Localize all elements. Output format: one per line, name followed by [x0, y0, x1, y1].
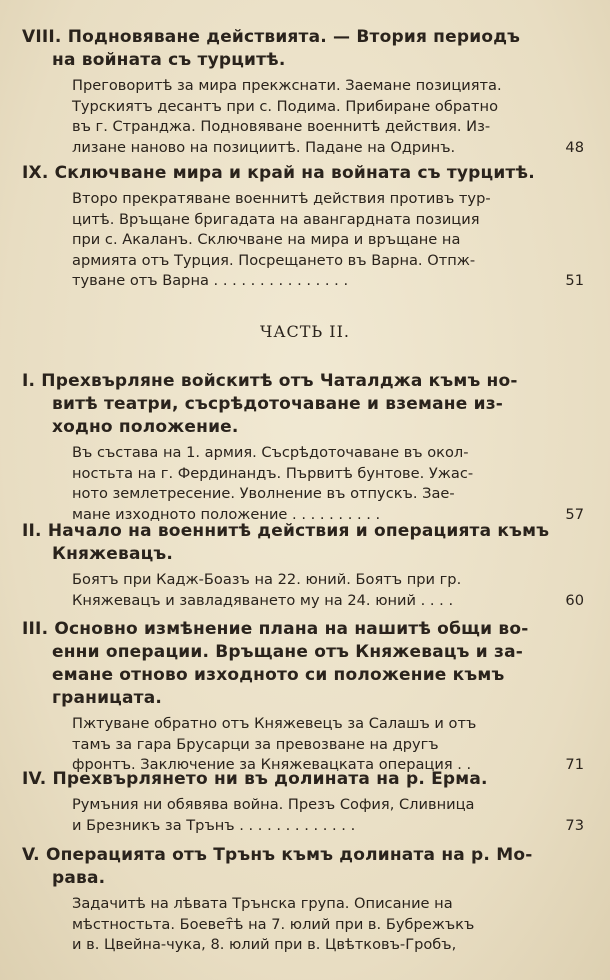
description-line	[72, 271, 584, 292]
chapter-iv	[22, 768, 582, 836]
chapter-description	[72, 894, 584, 956]
heading-line: рава.	[52, 868, 106, 888]
description-line: ностьта на г. Фердинандъ. Първитѣ бунтове. Ужас-	[72, 464, 474, 482]
chapter-heading	[22, 844, 582, 890]
heading-line: II. Начало на военнитѣ действия и операцията къмъ	[22, 521, 550, 541]
description-line: при с. Акаланъ. Сключване на мира и връщане на	[72, 231, 461, 248]
description-line: Задачитѣ на лѣвата Трънска група. Описание на	[72, 895, 453, 912]
chapter-iii	[22, 618, 582, 776]
chapter-heading	[22, 618, 582, 710]
chapter-heading	[22, 520, 582, 566]
description-text: Княжевацъ и завладяването му на 24. юний . . . .	[72, 591, 454, 609]
description-line: тамъ за гара Брусарци за превозване на другъ	[72, 735, 439, 753]
page-number: 51	[565, 272, 584, 289]
description-line: и в. Цвейна-чука, 8. юлий при в. Цвѣтковъ-Гробъ,	[72, 936, 457, 953]
heading-line: витѣ театри, съсрѣдоточаване и вземане из-	[52, 394, 504, 414]
chapter-heading	[22, 162, 582, 185]
page-number: 57	[565, 505, 584, 523]
heading-line: ходно положение.	[52, 417, 239, 437]
description-text: мане изходното положение . . . . . . . . . .	[72, 505, 381, 523]
chapter-description	[72, 795, 584, 836]
description-line: Боятъ при Кадж-Боазъ на 22. юний. Боятъ при гр.	[72, 571, 462, 588]
chapter-heading	[22, 370, 582, 439]
description-line	[72, 816, 584, 837]
description-line	[72, 138, 584, 159]
heading-line: IX. Сключване мира и край на войната съ турцитѣ.	[22, 163, 535, 183]
description-line: Преговоритѣ за мира прекжснати. Заемане позицията.	[72, 77, 502, 94]
chapter-description	[72, 76, 584, 158]
description-line: въ г. Странджа. Подновяване военнитѣ действия. Из-	[72, 118, 491, 135]
description-line: цитѣ. Връщане бригадата на авангардната позиция	[72, 210, 480, 228]
description-text: туване отъ Варна . . . . . . . . . . . . . . .	[72, 272, 349, 289]
chapter-ix	[22, 162, 582, 292]
chapter-v	[22, 844, 582, 956]
chapter-heading	[22, 768, 582, 791]
heading-line: III. Основно измѣнение плана на нашитѣ общи во-	[22, 619, 529, 639]
heading-line: IV. Прехвърлянето ни въ долината на р. Ерма.	[22, 769, 488, 789]
page-number: 60	[565, 591, 584, 609]
description-line: Въ състава на 1. армия. Съсрѣдоточаване въ окол-	[72, 444, 469, 461]
heading-line: Княжевацъ.	[52, 544, 174, 564]
description-line: Пжтуване обратно отъ Княжевецъ за Салашъ и отъ	[72, 715, 477, 732]
chapter-heading	[22, 26, 582, 72]
chapter-viii	[22, 26, 582, 158]
page-number: 71	[565, 756, 584, 773]
page-number: 48	[565, 138, 584, 156]
chapter-ii	[22, 520, 582, 611]
chapter-description	[72, 443, 584, 525]
heading-line: границата.	[52, 688, 163, 708]
chapter-description	[72, 714, 584, 776]
description-text: и Брезникъ за Трънъ . . . . . . . . . . . . .	[72, 816, 356, 834]
heading-line: енни операции. Връщане отъ Княжевацъ и за-	[52, 642, 523, 662]
heading-line: VIII. Подновяване действията. — Втория периодъ	[22, 27, 521, 47]
heading-line: V. Операцията отъ Трънъ къмъ долината на р. Мо-	[22, 845, 533, 865]
page-number: 73	[565, 816, 584, 834]
description-line: Румъния ни обявява война. Презъ София, Сливница	[72, 796, 475, 813]
heading-line: на войната съ турцитѣ.	[52, 50, 286, 70]
heading-line: емане отново изходното си положение къмъ	[52, 665, 505, 685]
description-line: Турскиятъ десантъ при с. Подима. Прибиране обратно	[72, 97, 499, 115]
chapter-description	[72, 570, 584, 611]
description-line: ното землетресение. Уволнение въ отпускъ. Зае-	[72, 485, 455, 502]
chapter-i	[22, 370, 582, 525]
description-line	[72, 591, 584, 612]
description-line: армията отъ Турция. Посрещането въ Варна. Отпж-	[72, 251, 476, 269]
description-text: лизане наново на позициитѣ. Падане на Одринъ.	[72, 138, 456, 156]
part-title: ЧАСТЬ II.	[260, 322, 350, 341]
description-line: мѣстностьта. Боевет҄ѣ на 7. юлий при в. Бубрежъкъ	[72, 915, 475, 933]
description-text: фронтъ. Заключение за Княжевацката операция . .	[72, 756, 472, 773]
description-line: Второ прекратяване военнитѣ действия противъ тур-	[72, 190, 491, 207]
heading-line: I. Прехвърляне войскитѣ отъ Чаталджа къмъ но-	[22, 371, 518, 391]
chapter-description	[72, 189, 584, 292]
